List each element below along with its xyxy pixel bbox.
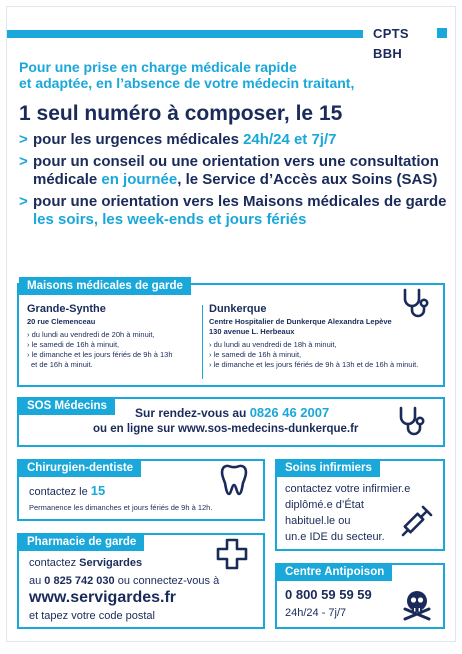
intro-text bbox=[19, 59, 443, 91]
logo-square bbox=[437, 28, 447, 38]
grande-synthe-hours-3: › le dimanche et les jours fériés de 9h à 13h bbox=[27, 350, 173, 359]
sos-line-1 bbox=[135, 405, 329, 420]
soins-infirmiers-box bbox=[275, 459, 445, 551]
bullet-item bbox=[19, 153, 449, 189]
intro-line-2: et adaptée, en l’absence de votre médecin traitant, bbox=[19, 75, 355, 91]
logo-line-2: BBH bbox=[373, 46, 403, 61]
chevron-icon: > bbox=[19, 193, 28, 210]
grande-synthe-column bbox=[27, 303, 207, 370]
cpts-logo bbox=[373, 24, 425, 64]
infirmiers-text bbox=[285, 481, 410, 545]
infirmiers-line-3: habituel.le ou bbox=[285, 515, 351, 527]
tooth-icon bbox=[219, 463, 249, 497]
sos-medecins-tag: SOS Médecins bbox=[19, 397, 115, 415]
sos-appointment-text: Sur rendez-vous au bbox=[135, 406, 250, 420]
poster bbox=[6, 6, 456, 642]
infirmiers-line-1: contactez votre infirmier.e bbox=[285, 483, 411, 495]
grande-synthe-hours-1: › du lundi au vendredi de 20h à minuit, bbox=[27, 330, 155, 339]
sos-medecins-box bbox=[17, 397, 445, 447]
sos-line-2 bbox=[93, 423, 358, 435]
sos-website-link[interactable]: www.sos-medecins-dunkerque.fr bbox=[177, 423, 359, 435]
dentiste-line-1 bbox=[29, 483, 105, 498]
pharmacie-box bbox=[17, 533, 265, 629]
antipoison-tag: Centre Antipoison bbox=[277, 563, 392, 581]
pharmacie-au-text: au bbox=[29, 575, 45, 587]
bullet-text: pour une orientation vers les Maisons médicales de garde bbox=[33, 193, 447, 210]
chevron-icon: > bbox=[19, 153, 28, 170]
antipoison-box bbox=[275, 563, 445, 629]
antipoison-hours: 24h/24 - 7j/7 bbox=[285, 607, 347, 619]
logo-line-1: CPTS bbox=[373, 26, 409, 41]
dunkerque-address-1: Centre Hospitalier de Dunkerque Alexandra Lepève bbox=[209, 317, 392, 326]
bullet-highlight: les soirs, les week-ends et jours fériés bbox=[33, 211, 307, 228]
bullet-item bbox=[19, 193, 449, 229]
dunkerque-hours-2: › le samedi de 16h à minuit, bbox=[209, 350, 302, 359]
dentiste-number: 15 bbox=[90, 483, 106, 498]
pharmacie-contact-text: contactez bbox=[29, 557, 80, 569]
grande-synthe-title: Grande-Synthe bbox=[27, 303, 106, 315]
dunkerque-address-2: 130 avenue L. Herbeaux bbox=[209, 327, 295, 336]
pharmacie-line-1 bbox=[29, 557, 142, 569]
skull-crossbones-icon bbox=[401, 589, 433, 621]
bullet-text-end: , le Service d’Accès aux Soins (SAS) bbox=[177, 171, 438, 188]
bullet-item bbox=[19, 131, 449, 149]
pharmacie-connect-text: ou connectez-vous à bbox=[114, 575, 220, 587]
dentiste-contact-text: contactez le bbox=[29, 486, 91, 498]
dunkerque-hours-1: › du lundi au vendredi de 18h à minuit, bbox=[209, 340, 337, 349]
sos-online-text: ou en ligne sur bbox=[93, 423, 178, 435]
top-accent-bar bbox=[7, 30, 363, 38]
pharmacie-servigardes: Servigardes bbox=[79, 557, 143, 569]
intro-line-1: Pour une prise en charge médicale rapide bbox=[19, 59, 297, 75]
bullet-text: pour les urgences médicales bbox=[33, 131, 244, 148]
bullet-highlight: 24h/24 et 7j/7 bbox=[243, 131, 337, 148]
soins-infirmiers-tag: Soins infirmiers bbox=[277, 459, 380, 477]
bullet-text: pour un conseil ou une orientation vers une consultation médicale bbox=[33, 153, 439, 188]
pharmacie-website-link[interactable]: www.servigardes.fr bbox=[29, 589, 177, 606]
dunkerque-hours-3: › le dimanche et les jours fériés de 9h à 13h et de 16h à minuit. bbox=[209, 360, 419, 369]
sos-phone-number: 0826 46 2007 bbox=[249, 405, 330, 420]
grande-synthe-address: 20 rue Clemenceau bbox=[27, 317, 96, 326]
maisons-medicales-box bbox=[17, 280, 445, 387]
stethoscope-icon bbox=[399, 287, 433, 321]
maisons-medicales-tag: Maisons médicales de garde bbox=[19, 277, 191, 295]
stethoscope-icon bbox=[395, 405, 429, 439]
dunkerque-title: Dunkerque bbox=[209, 303, 267, 315]
pharmacie-phone: 0 825 742 030 bbox=[44, 575, 115, 587]
chevron-icon: > bbox=[19, 131, 28, 148]
dentiste-tag: Chirurgien-dentiste bbox=[19, 459, 141, 477]
page-headline: 1 seul numéro à composer, le 15 bbox=[19, 102, 343, 125]
bullet-highlight: en journée bbox=[101, 171, 178, 188]
infirmiers-line-4: un.e IDE du secteur. bbox=[285, 531, 385, 543]
pharmacie-line-2 bbox=[29, 575, 219, 587]
grande-synthe-hours-4: et de 16h à minuit. bbox=[31, 360, 93, 369]
pharmacie-tag: Pharmacie de garde bbox=[19, 533, 144, 551]
column-divider bbox=[202, 305, 203, 379]
cross-icon bbox=[215, 537, 249, 571]
dentiste-box bbox=[17, 459, 265, 521]
dentiste-permanence: Permanence les dimanches et jours fériés de 9h à 12h. bbox=[29, 503, 213, 512]
pharmacie-postal-text: et tapez votre code postal bbox=[29, 610, 155, 622]
infirmiers-line-2: diplômé.e d’État bbox=[285, 499, 364, 511]
syringe-icon bbox=[401, 503, 435, 537]
bullet-list bbox=[19, 131, 449, 233]
antipoison-phone: 0 800 59 59 59 bbox=[285, 587, 372, 602]
grande-synthe-hours-2: › le samedi de 16h à minuit, bbox=[27, 340, 120, 349]
